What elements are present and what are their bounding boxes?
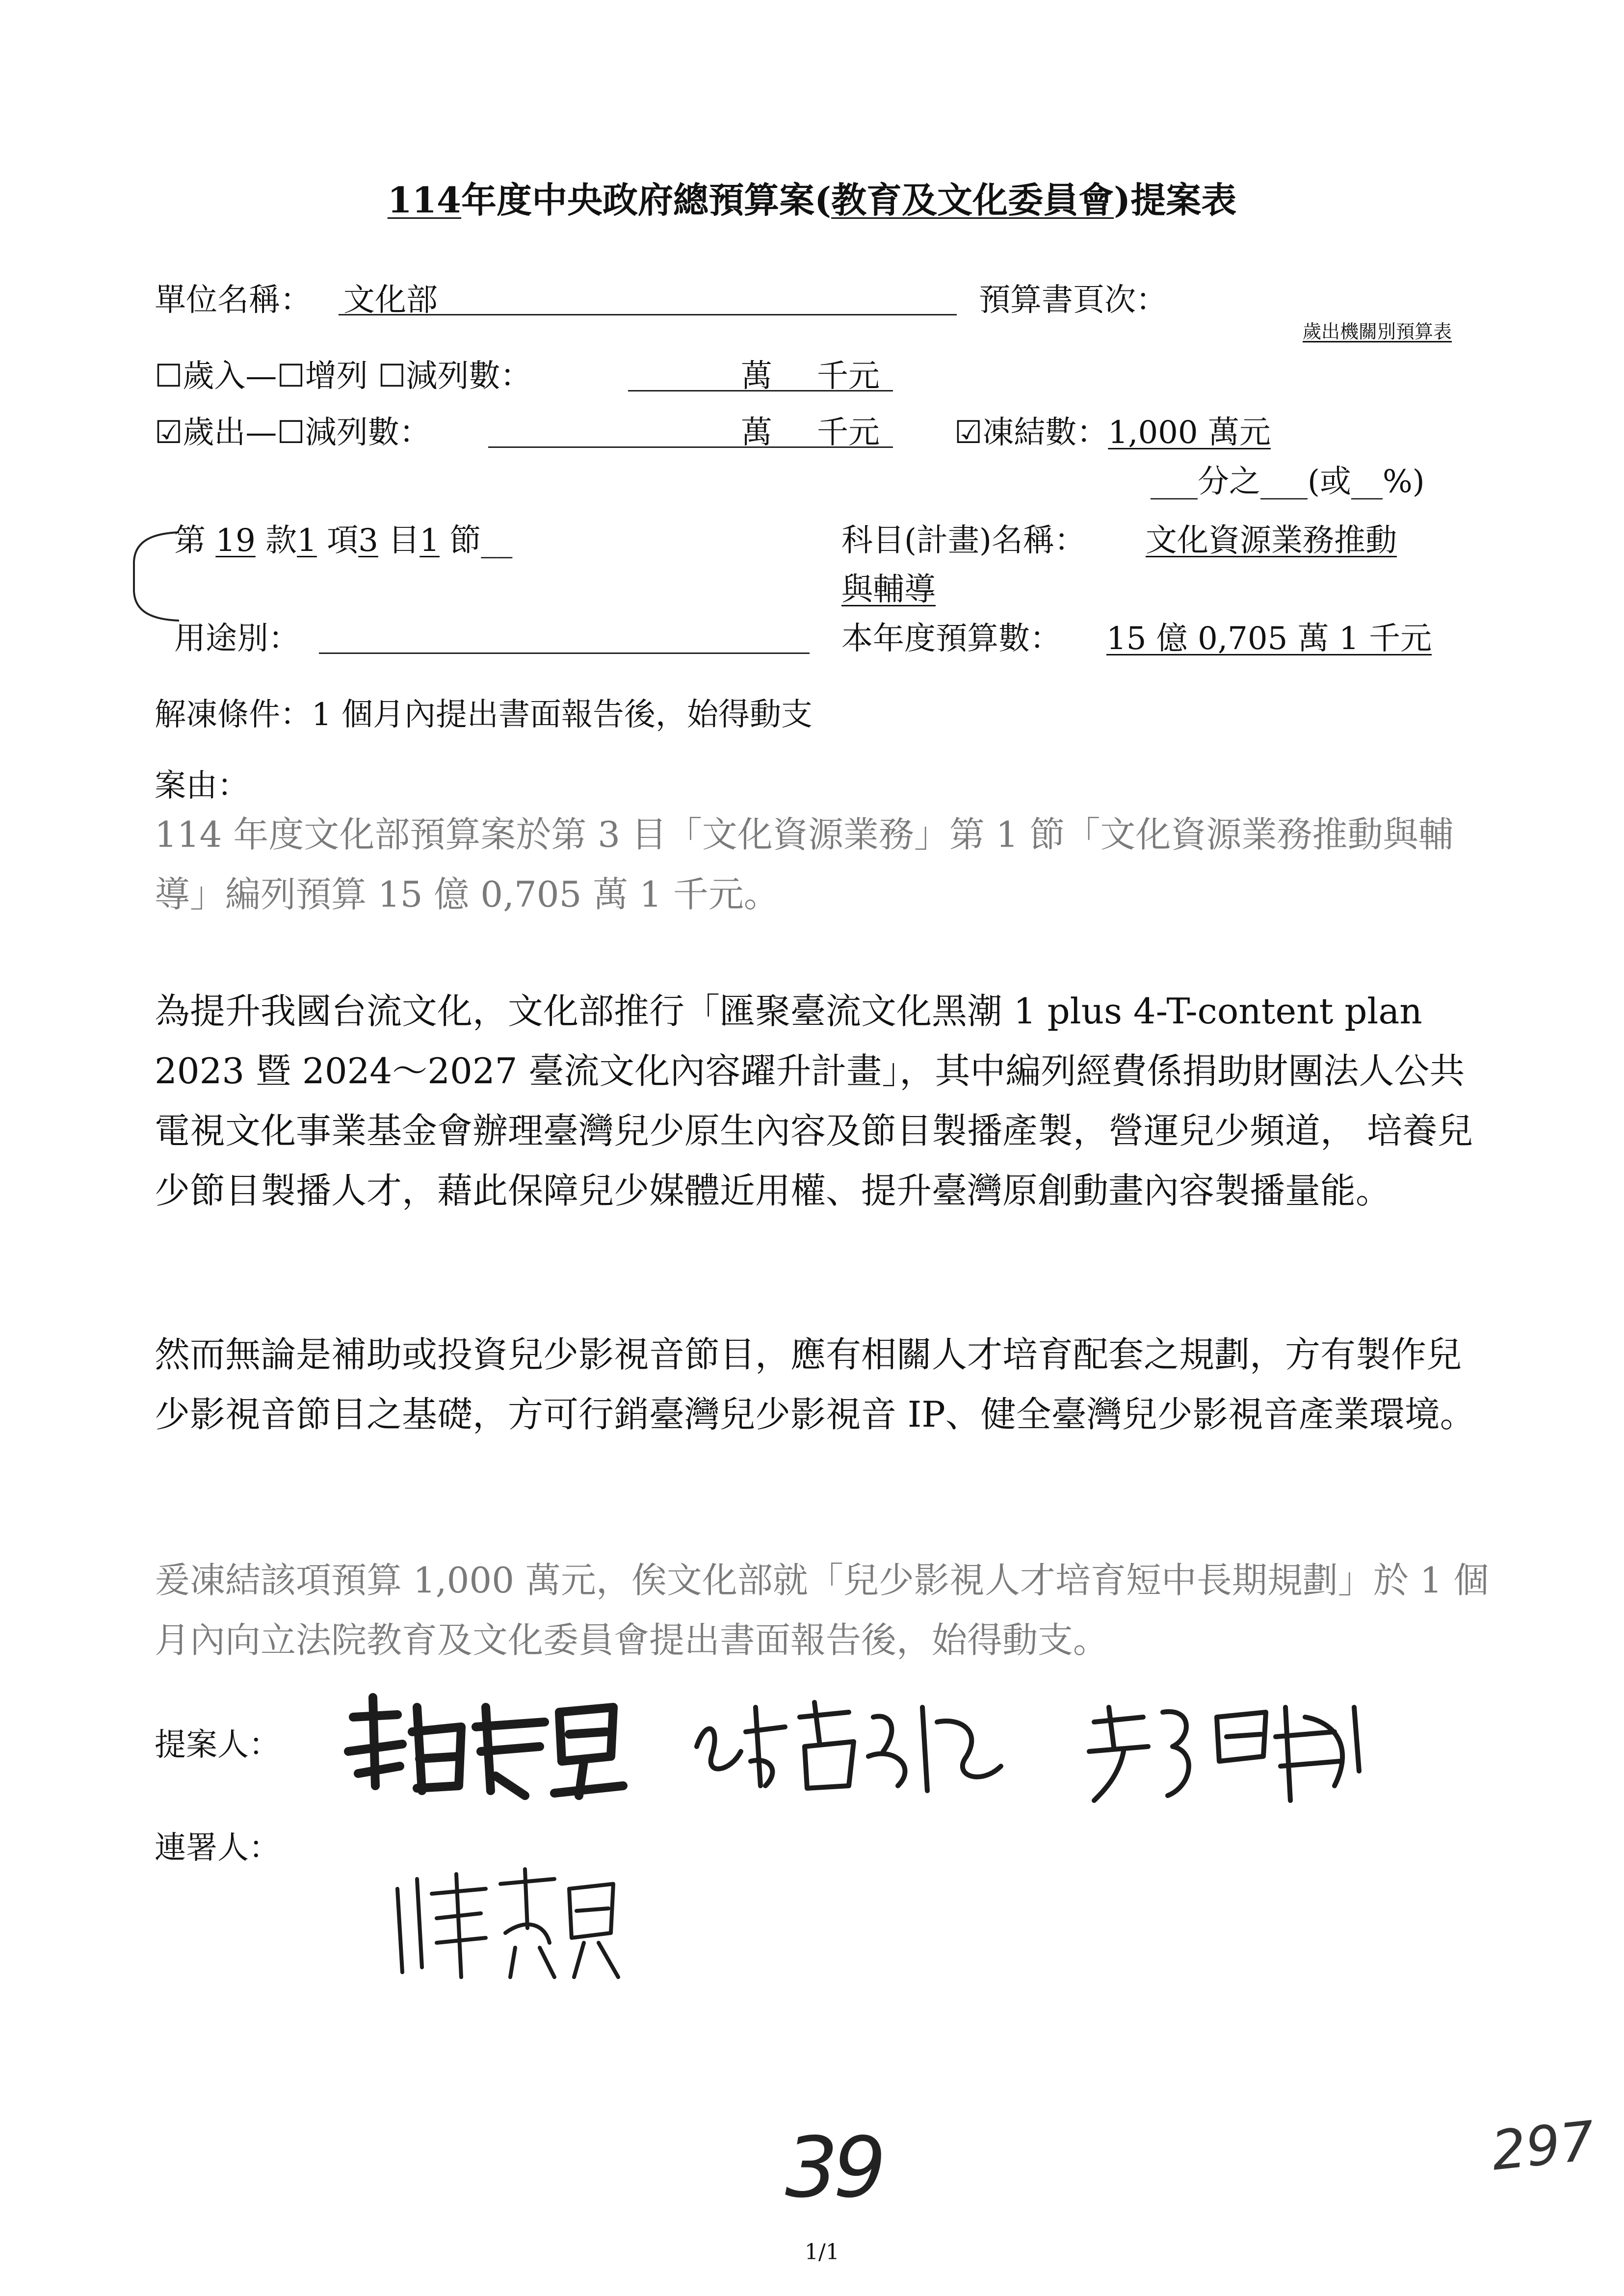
- handwritten-corner-number: 297: [1488, 2109, 1598, 2183]
- unit-value: 文化部: [343, 282, 438, 318]
- proposer-signature-1: [339, 1688, 657, 1810]
- revenue-wan: 萬: [741, 358, 772, 394]
- expenditure-wan: 萬: [741, 415, 772, 451]
- classification-row: [174, 515, 512, 560]
- mu-value: 3: [358, 522, 378, 559]
- revenue-decrease-label: 減列數：: [406, 358, 532, 394]
- usage-label: 用途別：: [174, 621, 300, 657]
- jie-label: 節: [449, 522, 481, 559]
- page-title: [0, 172, 1624, 223]
- freeze-checkbox[interactable]: ☑: [954, 415, 983, 451]
- title-year: 114: [387, 179, 462, 221]
- cosigner-signature: [378, 1859, 633, 1987]
- mu-label: 目: [388, 522, 420, 559]
- reason-label: 案由：: [155, 768, 249, 804]
- unit-underline: [339, 314, 957, 315]
- revenue-increase-label: 增列: [305, 358, 368, 394]
- handwritten-page-number: 39: [785, 2119, 882, 2217]
- title-mid: 年度中央政府總預算案(: [461, 179, 832, 221]
- jie-blank: __: [481, 522, 513, 559]
- reason-paragraph-1: 114 年度文化部預算案於第 3 目「文化資源業務」第 1 節「文化資源業務推動與輔導」編列預算 15 億 0,705 萬 1 千元。: [155, 814, 1454, 915]
- proposer-signature-2: [687, 1688, 1030, 1810]
- usage-underline: [319, 652, 810, 654]
- budget-page-label: 預算書頁次：: [979, 282, 1167, 318]
- revenue-qian: 千元: [817, 358, 880, 394]
- freeze-row: [954, 407, 1271, 452]
- freeze-label: 凍結數：: [982, 415, 1108, 451]
- subject-label: 科目(計畫)名稱：: [841, 522, 1086, 559]
- subject-line-1: 文化資源業務推動: [1146, 522, 1397, 559]
- proposer-signature-3: [1079, 1688, 1423, 1815]
- revenue-increase-checkbox[interactable]: ☐: [277, 358, 305, 394]
- jie-value: 1: [419, 522, 440, 559]
- revenue-decrease-checkbox[interactable]: ☐: [378, 358, 406, 394]
- expenditure-decrease-label: 減列數：: [305, 415, 431, 451]
- unit-label: 單位名稱：: [155, 282, 312, 318]
- fraction-or: (或: [1308, 464, 1351, 500]
- revenue-row: [155, 351, 531, 396]
- expenditure-qian: 千元: [817, 415, 880, 451]
- expenditure-decrease-checkbox[interactable]: ☐: [277, 415, 305, 451]
- xiang-label: 項: [327, 522, 359, 559]
- budget-table-note: 歲出機關別預算表: [1303, 321, 1452, 342]
- reason-paragraph-2: 為提升我國台流文化，文化部推行「匯聚臺流文化黑潮 1 plus 4-T-content plan 2023 暨 2024～2027 臺流文化內容躍升計畫」，其中編列經費係捐助財團法人公共電視文化事業基金會辦理臺灣兒少原生內容及節目製播產製，營運兒少頻道， 培養兒少節目製播人才，藉此保障兒少媒體近用權、提升臺灣原創動畫內容製播量能。: [155, 991, 1473, 1211]
- fraction-blank-1: ___: [1151, 464, 1198, 500]
- expenditure-checkbox[interactable]: ☑: [155, 415, 183, 451]
- page-indicator: 1/1: [805, 2240, 839, 2265]
- freeze-value: 1,000 萬元: [1108, 415, 1271, 451]
- kuan-prefix: 第: [174, 522, 206, 559]
- fraction-pct: %): [1382, 464, 1425, 500]
- unfreeze-condition: 解凍條件：1 個月內提出書面報告後，始得動支: [155, 697, 813, 733]
- fraction-blank-2: ___: [1260, 464, 1308, 500]
- fraction-mid: 分之: [1198, 464, 1260, 500]
- expenditure-row: [155, 407, 431, 452]
- reason-paragraph-4: 爰凍結該項預算 1,000 萬元，俟文化部就「兒少影視人才培育短中長期規劃」於 1 個月內向立法院教育及文化委員會提出書面報告後，始得動支。: [155, 1560, 1489, 1661]
- cosigner-label: 連署人：: [155, 1830, 280, 1866]
- fraction-blank-3: __: [1351, 464, 1383, 500]
- title-committee: 教育及文化委員會: [831, 179, 1114, 221]
- kuan-value: 19: [215, 522, 256, 559]
- proposer-label: 提案人：: [155, 1727, 280, 1763]
- revenue-label: 歲入—: [183, 358, 277, 394]
- budget-label: 本年度預算數：: [841, 621, 1061, 657]
- kuan-label: 款: [265, 522, 297, 559]
- fraction-row: [1151, 456, 1425, 501]
- xiang-value: 1: [297, 522, 317, 559]
- expenditure-label: 歲出—: [183, 415, 277, 451]
- subject-line-2: 與輔導: [841, 572, 936, 608]
- revenue-checkbox[interactable]: ☐: [155, 358, 183, 394]
- reason-paragraph-3: 然而無論是補助或投資兒少影視音節目，應有相關人才培育配套之規劃，方有製作兒少影視音節目之基礎，方可行銷臺灣兒少影視音 IP、健全臺灣兒少影視音產業環境。: [155, 1334, 1475, 1435]
- title-end: )提案表: [1114, 179, 1237, 221]
- budget-value: 15 億 0,705 萬 1 千元: [1106, 621, 1432, 657]
